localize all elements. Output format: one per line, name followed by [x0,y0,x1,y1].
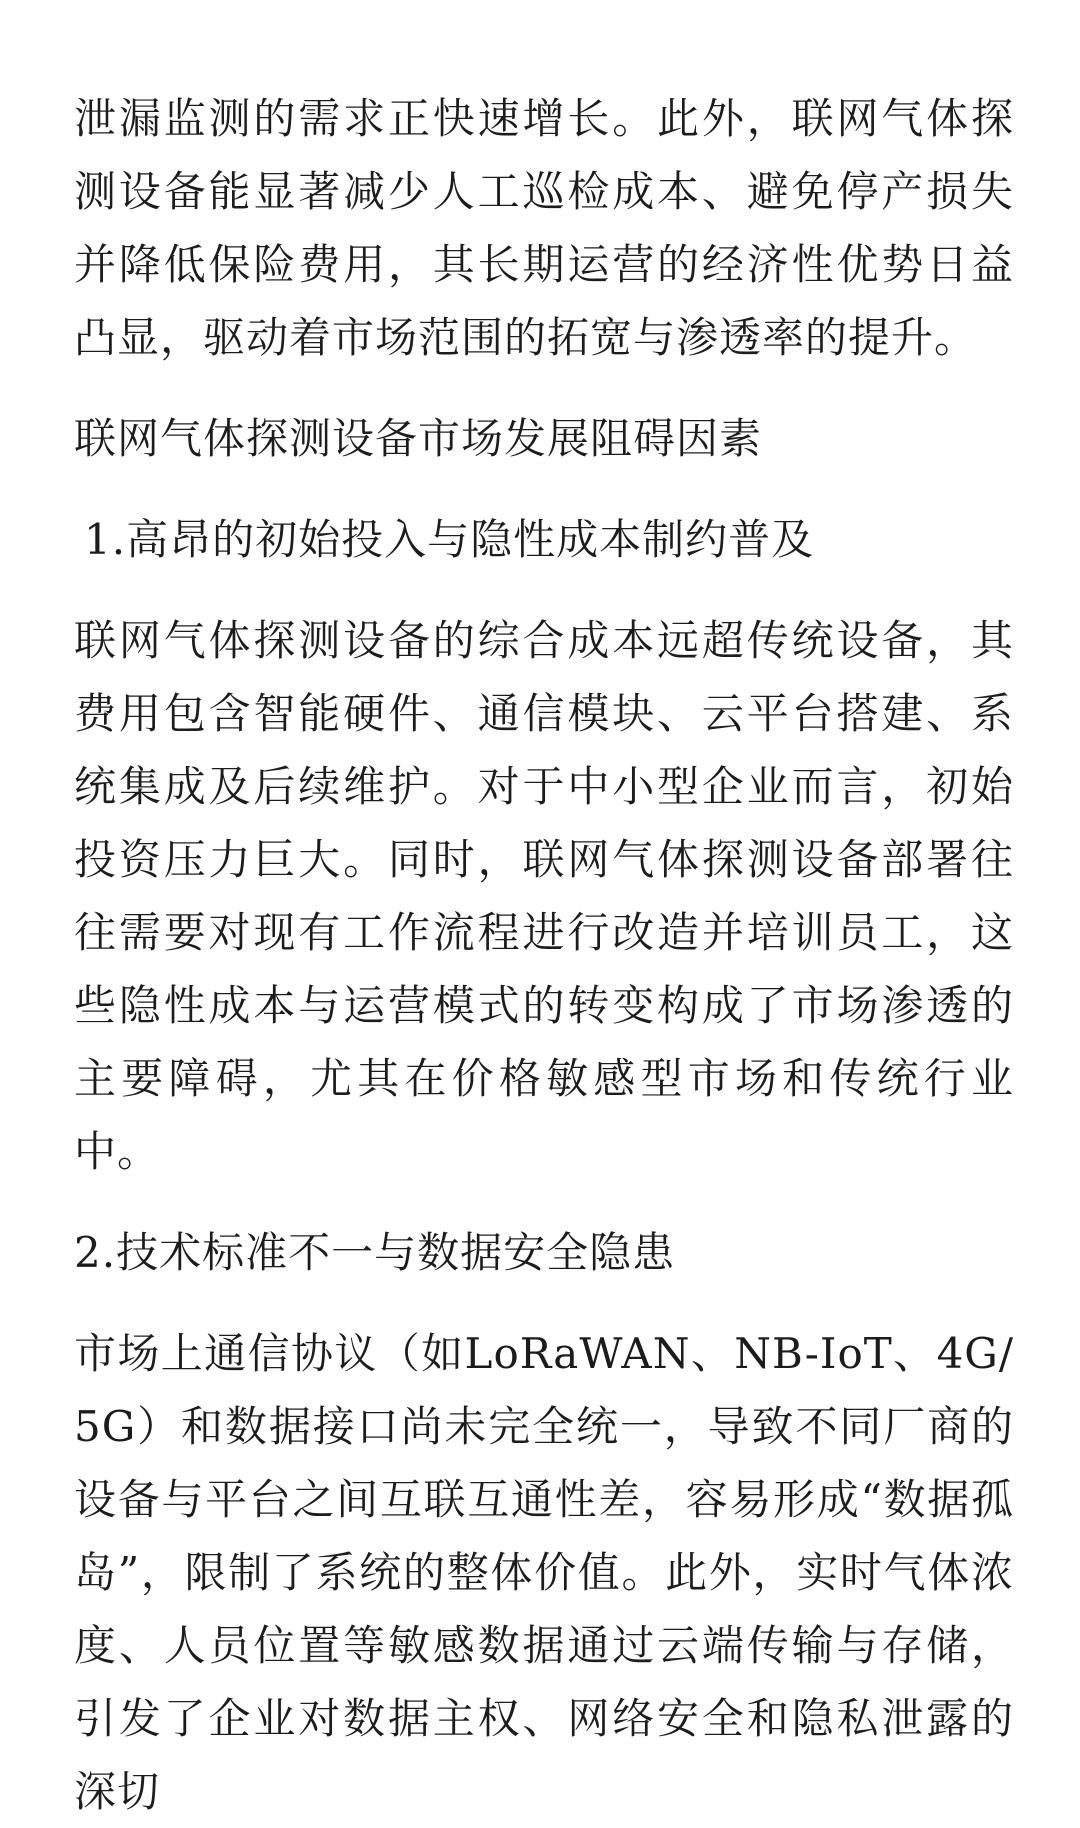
subheading-standards-security: 2.技术标准不一与数据安全隐患 [74,1228,676,1277]
paragraph-standards-details: 市场上通信协议（如LoRaWAN、NB-IoT、4G/5G）和数据接口尚未完全统一，导致不同厂商的设备与平台之间互联互通性差，容易形成“数据孤岛”，限制了系统的整体价值。此外，实时气体浓度、人员位置等敏感数据通过云端传输与存储，引发了企业对数据主权、网络安全和隐私泄露的深切 [74,1329,1014,1816]
paragraph-cost-details: 联网气体探测设备的综合成本远超传统设备，其费用包含智能硬件、通信模块、云平台搭建、系统集成及后续维护。对于中小型企业而言，初始投资压力巨大。同时，联网气体探测设备部署往往需要对现有工作流程进行改造并培训员工，这些隐性成本与运营模式的转变构成了市场渗透的主要障碍，尤其在价格敏感型市场和传统行业中。 [74,616,1014,1176]
section-heading-obstacles: 联网气体探测设备市场发展阻碍因素 [74,414,763,463]
subheading-high-cost: 1.高昂的初始投入与隐性成本制约普及 [84,515,815,564]
paragraph-market-growth: 泄漏监测的需求正快速增长。此外，联网气体探测设备能显著减少人工巡检成本、避免停产损失并降低保险费用，其长期运营的经济性优势日益凸显，驱动着市场范围的拓宽与渗透率的提升。 [74,94,1014,362]
article-body [74,82,1014,1828]
